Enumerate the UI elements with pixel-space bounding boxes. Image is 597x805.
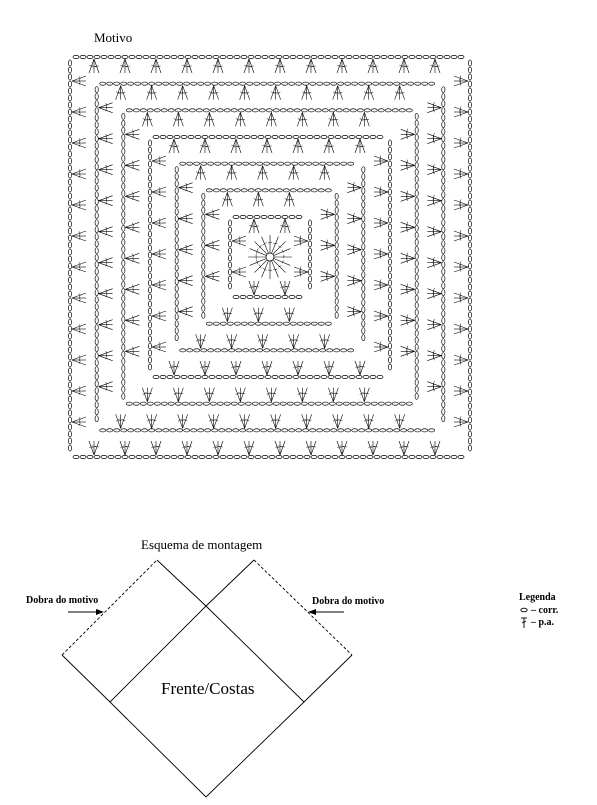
fold-edge-right-top bbox=[206, 560, 254, 606]
outline-right-lower bbox=[304, 655, 352, 702]
fold-edge-right bbox=[254, 560, 352, 655]
fold-label-right: Dobra do motivo bbox=[312, 596, 385, 607]
assembly-title: Esquema de montagem bbox=[141, 537, 263, 552]
fold-edge-left-top bbox=[157, 560, 206, 606]
double-crochet-icon bbox=[519, 617, 529, 628]
fold-edge-left bbox=[62, 560, 157, 655]
legend-item-double-crochet bbox=[519, 616, 558, 628]
chain-stitch-icon bbox=[519, 607, 529, 613]
front-back-panel bbox=[110, 606, 304, 797]
panel-label: Frente/Costas bbox=[161, 679, 255, 698]
legend bbox=[519, 592, 558, 628]
fold-label-left: Dobra do motivo bbox=[26, 595, 99, 606]
legend-label-chain: – corr. bbox=[531, 604, 559, 616]
motif-title: Motivo bbox=[94, 30, 133, 45]
legend-label-double-crochet: – p.a. bbox=[531, 616, 555, 628]
legend-title: Legenda bbox=[519, 592, 556, 603]
outline-left-lower bbox=[62, 655, 110, 702]
legend-item-chain bbox=[519, 604, 558, 616]
